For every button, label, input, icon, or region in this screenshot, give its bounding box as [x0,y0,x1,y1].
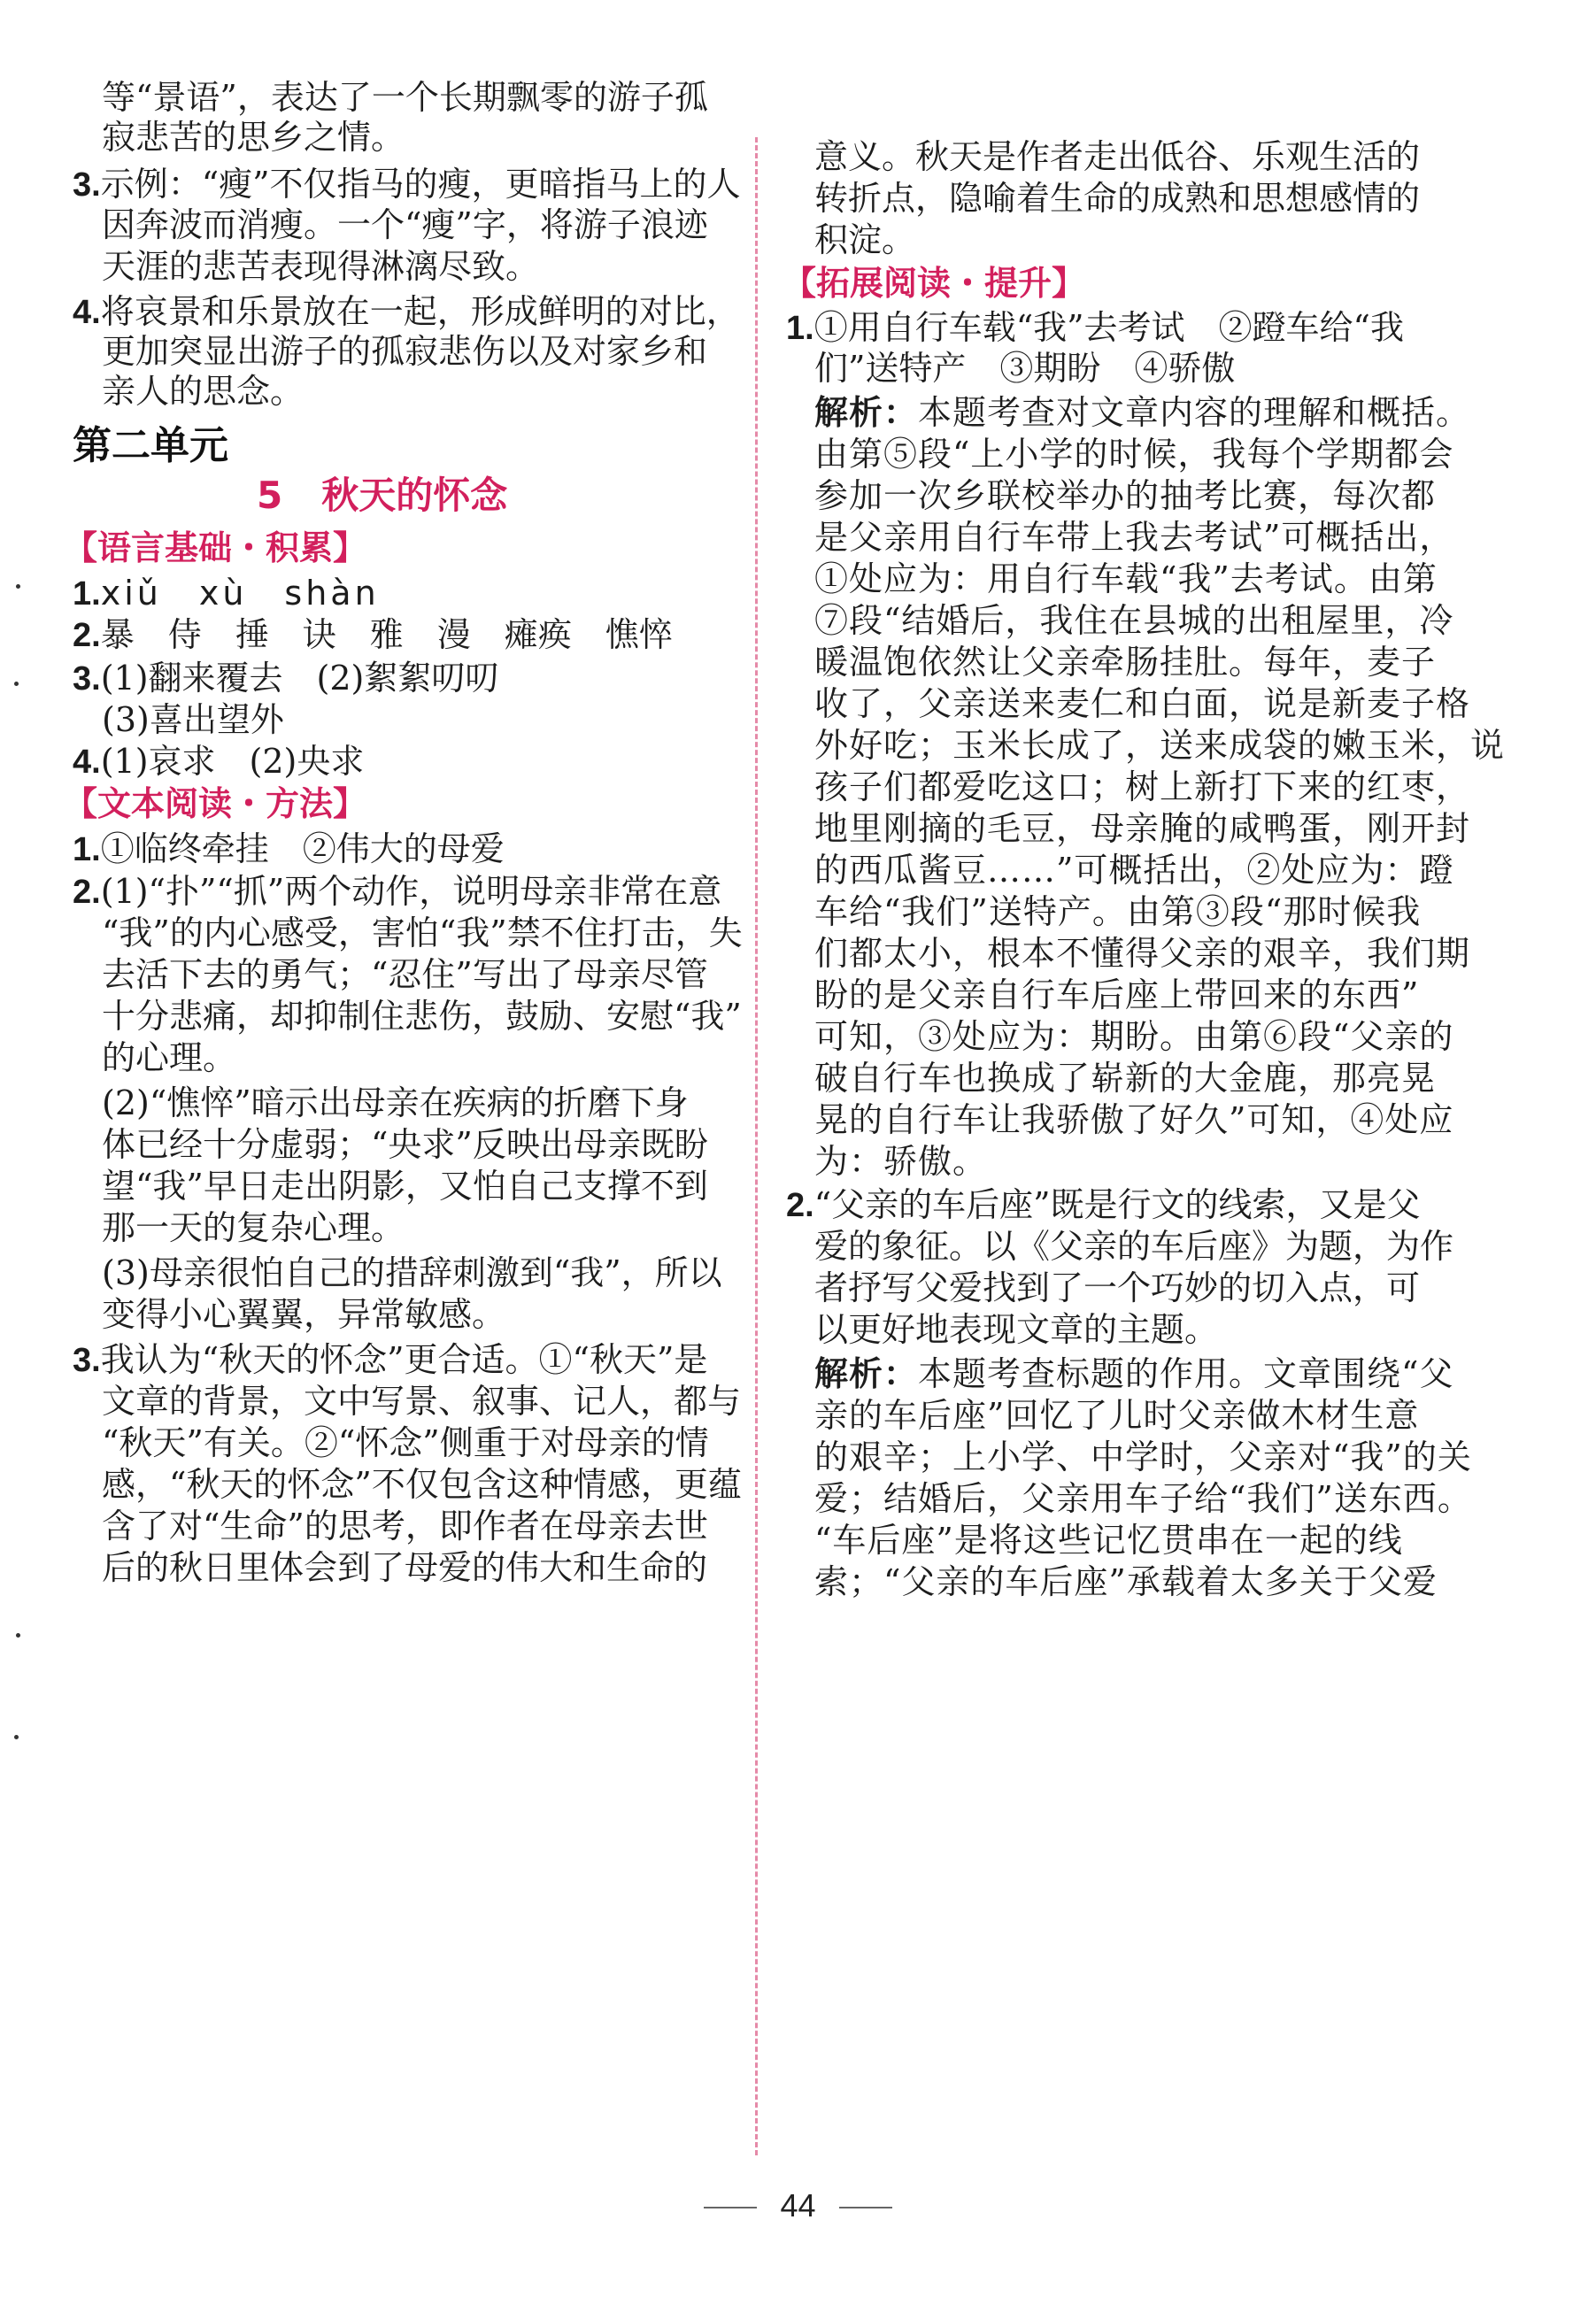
text-line: 亲的车后座”回忆了儿时父亲做木材生意 [814,1396,1420,1435]
text-line: 地里刚摘的毛豆，母亲腌的咸鸭蛋，刚开封 [814,809,1471,848]
text-line: 爱；结婚后，父亲用车子给“我们”送东西。 [814,1479,1472,1518]
text-line: 那一天的复杂心理。 [102,1208,405,1247]
text-line: ①临终牵挂 ②伟大的母爱 [100,829,505,868]
text-line: (3)母亲很怕自己的措辞刺激到“我”，所以 [102,1253,722,1292]
column-divider [755,137,758,2155]
text-line: 我认为“秋天的怀念”更合适。①“秋天”是 [100,1340,708,1379]
text-line: 参加一次乡联校举办的抽考比赛，每次都 [814,476,1437,515]
scan-speck [16,584,20,589]
text-line: 是父亲用自行车带上我去考试”可概括出， [814,518,1454,557]
answer-3 [73,1340,707,1379]
text-line: (2)“憔悴”暗示出母亲在疾病的折磨下身 [102,1083,689,1122]
text-line: 天涯的悲苦表现得淋漓尽致。 [102,247,540,286]
section-heading-language-basics: 【语言基础・积累】 [64,528,367,567]
text-line: 暖温饱依然让父亲牵肠挂肚。每年，麦子 [814,643,1437,682]
text-line: 体已经十分虚弱；“央求”反映出母亲既盼 [102,1125,708,1164]
page-number: 44 [780,2187,816,2224]
text-line: 含了对“生命”的思考，即作者在母亲去世 [102,1507,708,1545]
text-line: 后的秋日里体会到了母爱的伟大和生命的 [102,1548,708,1587]
text-line: 由第⑤段“上小学的时候，我每个学期都会 [814,435,1454,474]
text-line: 寂悲苦的思乡之情。 [102,118,405,157]
text-line: 外好吃；玉米长成了，送来成袋的嫩玉米，说 [814,726,1506,765]
text-line: ⑦段“结婚后，我住在县城的出租屋里，冷 [814,601,1454,640]
question-number: 2. [73,617,101,654]
question-number: 3. [73,660,101,698]
question-number: 2. [73,874,101,911]
text-line: 示例：“瘦”不仅指马的瘦，更暗指马上的人 [100,165,741,204]
analysis-label: 解析： [814,1354,919,1393]
text-line: 本题考查标题的作用。文章围绕“父 [918,1354,1454,1393]
text-line: 晃的自行车让我骄傲了好久”可知，④处应 [814,1100,1454,1139]
text-line: (1)“扑”“抓”两个动作，说明母亲非常在意 [100,872,722,911]
text-line: 的西瓜酱豆……”可概括出，②处应为：蹬 [814,851,1454,890]
text-line: “父亲的车后座”既是行文的线索，又是父 [813,1185,1421,1224]
lesson-title-text: 秋天的怀念 [321,474,508,517]
text-line: 索；“父亲的车后座”承载着太多关于父爱 [814,1562,1438,1601]
text-line: 意义。秋天是作者走出低谷、乐观生活的 [814,137,1421,176]
text-line: 们”送特产 ③期盼 ④骄傲 [814,349,1236,388]
text-line: 盼的是父亲自行车后座上带回来的东西” [814,975,1420,1014]
text-line: (1)哀求 (2)央求 [100,742,365,781]
page-footer [0,2186,1596,2225]
question-4 [73,292,740,331]
text-line: ①处应为：用自行车载“我”去考试。由第 [814,559,1438,598]
text-line: 感，“秋天的怀念”不仅包含这种情感，更蕴 [102,1465,742,1504]
question-number: 1. [786,310,814,347]
question-number: 2. [786,1187,814,1224]
text-line: (1)翻来覆去 (2)絮絮叨叨 [100,659,499,698]
question-number: 4. [73,744,101,781]
answer-4 [73,742,364,781]
text-line: 暴 侍 捶 诀 雅 漫 瘫痪 憔悴 [100,615,673,654]
text-line: 可知，③处应为：期盼。由第⑥段“父亲的 [814,1017,1454,1056]
text-line: 文章的背景，文中写景、叙事、记人，都与 [102,1382,742,1421]
question-2 [786,1185,1421,1224]
question-number: 3. [73,166,101,204]
section-heading-text-reading: 【文本阅读・方法】 [64,784,367,823]
scan-speck [16,1633,20,1638]
analysis-2 [814,1354,1453,1393]
text-line: 车给“我们”送特产。由第③段“那时候我 [814,892,1422,931]
footer-rule-right [839,2207,892,2208]
text-line: 更加突显出游子的孤寂悲伤以及对家乡和 [102,332,708,371]
question-number: 1. [73,575,101,613]
question-number: 4. [73,294,101,331]
text-line: 收了，父亲送来麦仁和白面，说是新麦子格 [814,684,1471,723]
question-3 [73,165,741,204]
text-line: 因奔波而消瘦。一个“瘦”字，将游子浪迹 [102,205,708,244]
text-line: “我”的内心感受，害怕“我”禁不住打击，失 [102,913,743,952]
text-line: “车后座”是将这些记忆贯串在一起的线 [814,1521,1403,1560]
text-line: 的艰辛；上小学、中学时，父亲对“我”的关 [814,1438,1472,1476]
footer-rule-left [704,2207,757,2208]
text-line: 破自行车也换成了崭新的大金鹿，那亮晃 [814,1059,1437,1098]
text-line: 去活下去的勇气；“忍住”写出了母亲尽管 [102,955,708,994]
scan-speck [14,1735,19,1739]
text-line: 等“景语”，表达了一个长期飘零的游子孤 [102,78,708,117]
text-line: 转折点，隐喻着生命的成熟和思想感情的 [814,179,1421,218]
lesson-title [257,473,507,519]
text-line: 们都太小，根本不懂得父亲的艰辛，我们期 [814,934,1471,973]
text-line: 变得小心翼翼，异常敏感。 [102,1295,506,1334]
answer-2 [73,615,673,654]
pinyin-answer: xiǔ xù shàn [100,574,380,613]
text-line: 将哀景和乐景放在一起，形成鲜明的对比， [100,292,740,331]
text-line: 亲人的思念。 [102,372,305,411]
text-line: 十分悲痛，却抑制住悲伤，鼓励、安慰“我” [102,997,742,1036]
answer-1 [73,574,380,613]
text-line: (3)喜出望外 [102,700,284,739]
text-line: 以更好地表现文章的主题。 [814,1310,1219,1349]
answer-2 [73,872,721,911]
text-line: “秋天”有关。②“怀念”侧重于对母亲的情 [102,1423,709,1462]
unit-heading: 第二单元 [73,423,228,468]
question-1 [786,308,1404,347]
answer-3 [73,659,498,698]
lesson-number: 5 [257,474,283,517]
analysis-1 [814,393,1470,432]
scan-speck [14,682,19,686]
text-line: 望“我”早日走出阴影，又怕自己支撑不到 [102,1167,708,1206]
text-line: 的心理。 [102,1038,237,1077]
text-line: 为：骄傲。 [814,1142,988,1181]
text-line: 本题考查对文章内容的理解和概括。 [918,393,1471,432]
section-heading-extended-reading: 【拓展阅读・提升】 [783,264,1086,303]
text-line: 积淀。 [814,220,916,259]
text-line: ①用自行车载“我”去考试 ②蹬车给“我 [813,308,1404,347]
text-line: 者抒写父爱找到了一个巧妙的切入点，可 [814,1268,1421,1307]
analysis-label: 解析： [814,393,919,432]
text-line: 爱的象征。以《父亲的车后座》为题，为作 [814,1227,1454,1266]
question-number: 1. [73,831,101,868]
answer-1 [73,829,505,868]
text-line: 孩子们都爱吃这口；树上新打下来的红枣， [814,767,1471,806]
question-number: 3. [73,1342,101,1379]
